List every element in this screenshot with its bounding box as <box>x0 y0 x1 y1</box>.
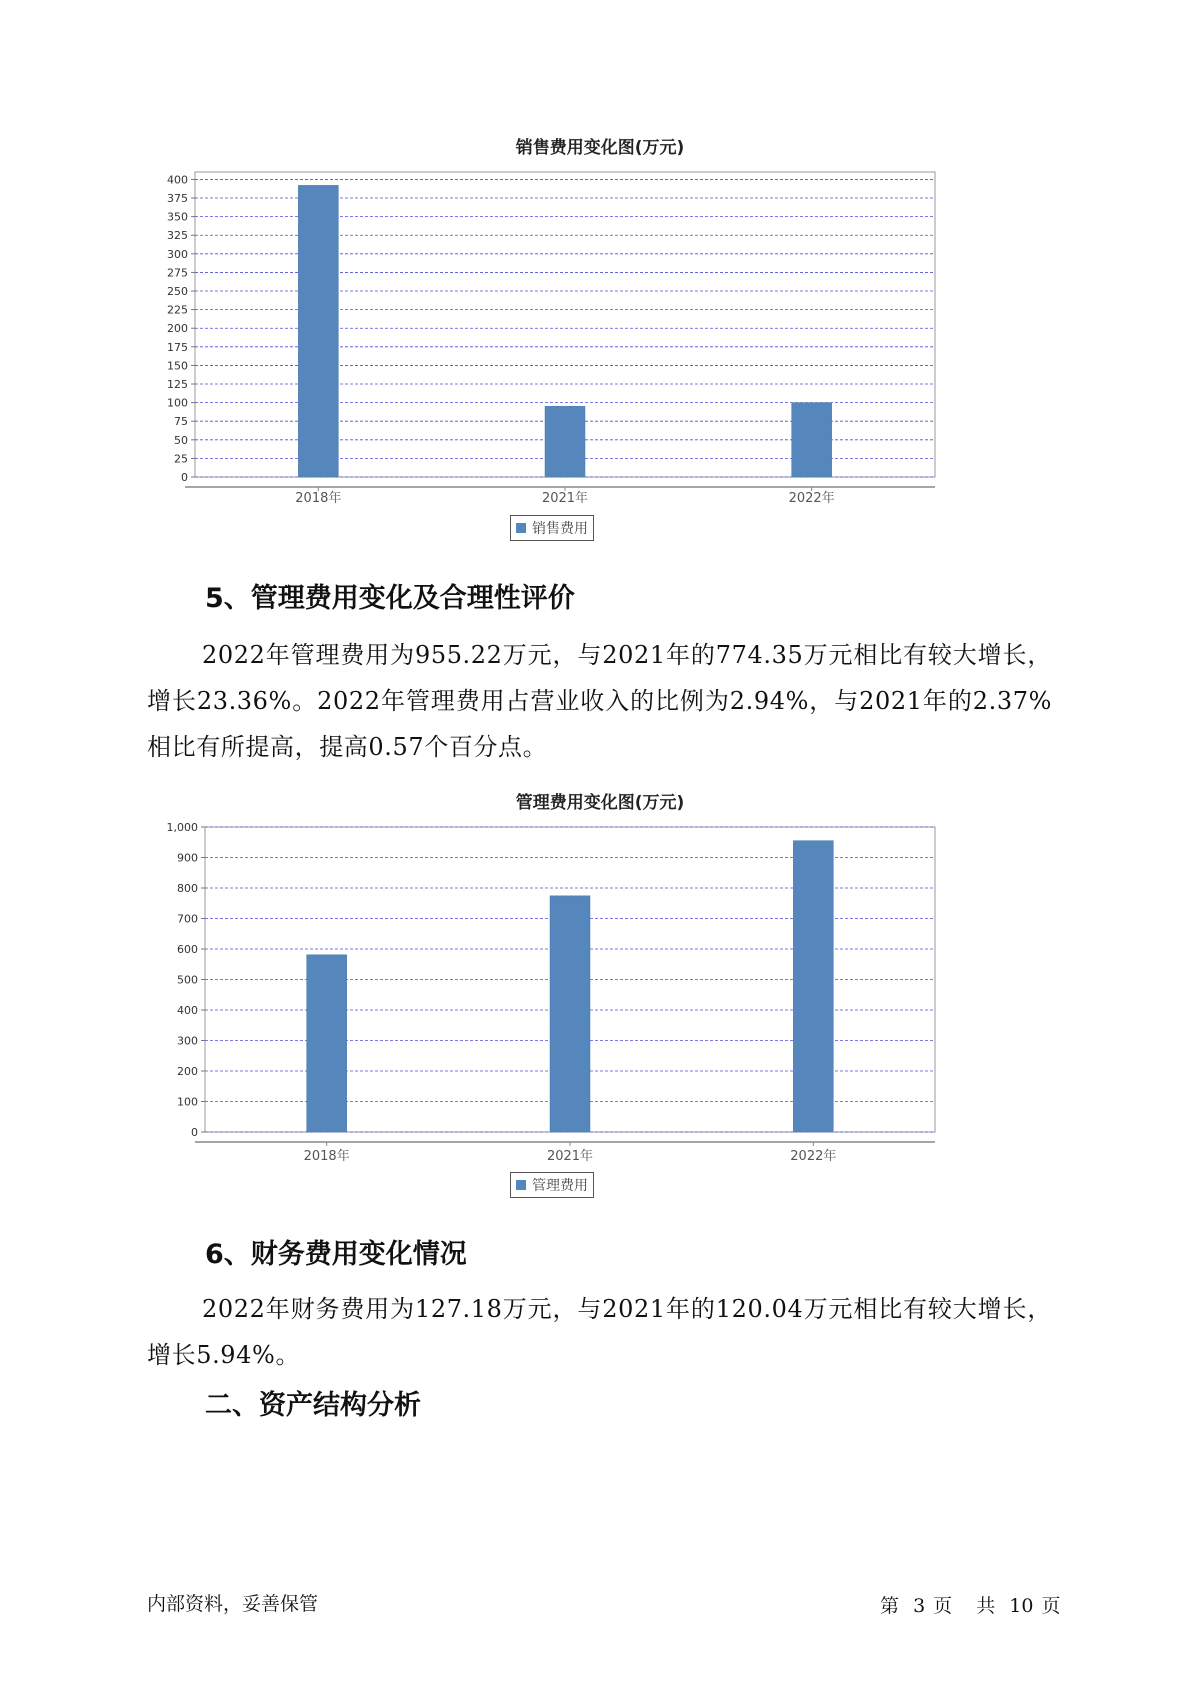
admin-expense-chart <box>150 785 1050 1205</box>
y-tick-label: 0 <box>191 1126 198 1139</box>
chart-plot <box>150 817 1050 1197</box>
total-prefix: 共 <box>976 1595 996 1617</box>
y-tick-label: 325 <box>167 229 188 243</box>
chart-plot <box>150 162 1050 542</box>
bar <box>793 841 833 1132</box>
y-tick-label: 600 <box>177 943 198 956</box>
total-unit: 页 <box>1041 1595 1061 1617</box>
y-tick-label: 500 <box>177 973 198 987</box>
x-tick-label: 2018年 <box>295 491 342 506</box>
legend-swatch <box>516 1180 526 1190</box>
bar <box>298 185 338 477</box>
y-tick-label: 0 <box>181 471 188 484</box>
bar <box>550 896 590 1132</box>
bar <box>307 955 347 1132</box>
y-tick-label: 225 <box>167 303 188 317</box>
y-tick-label: 25 <box>174 452 188 466</box>
section-heading-6: 6、财务费用变化情况 <box>205 1239 467 1270</box>
y-tick-label: 250 <box>167 285 188 299</box>
page-current: 3 <box>913 1595 926 1617</box>
y-tick-label: 275 <box>167 266 188 280</box>
page-prefix: 第 <box>880 1595 900 1617</box>
footer-confidential-note: 内部资料，妥善保管 <box>147 1593 319 1615</box>
page-unit: 页 <box>933 1595 953 1617</box>
x-tick-label: 2021年 <box>541 491 589 506</box>
y-tick-label: 125 <box>167 378 188 392</box>
x-tick-label: 2018年 <box>303 1149 350 1164</box>
y-tick-label: 800 <box>177 882 198 895</box>
sales-expense-chart <box>150 130 1050 550</box>
section-heading-5: 5、管理费用变化及合理性评价 <box>205 583 575 614</box>
legend-label: 销售费用 <box>532 521 588 537</box>
y-tick-label: 75 <box>174 415 188 429</box>
section-heading-2: 二、资产结构分析 <box>205 1390 421 1421</box>
y-tick-label: 100 <box>177 1095 198 1109</box>
chart-title: 销售费用变化图(万元) <box>515 138 685 158</box>
y-tick-label: 400 <box>167 173 188 187</box>
y-tick-label: 900 <box>177 851 198 865</box>
y-tick-label: 375 <box>167 192 188 206</box>
y-tick-label: 200 <box>167 322 188 336</box>
section-text-5: 2022年管理费用为955.22万元，与2021年的774.35万元相比有较大增长，增长23.36%。2022年管理费用占营业收入的比例为2.94%，与2021年的2.37%相比有所提高，提高0.57个百分点。 <box>147 641 1052 761</box>
x-tick-label: 2022年 <box>790 1149 837 1164</box>
y-tick-label: 200 <box>177 1065 198 1078</box>
y-tick-label: 100 <box>167 396 188 410</box>
bar <box>545 406 585 477</box>
page-total: 10 <box>1009 1595 1034 1617</box>
y-tick-label: 300 <box>167 247 188 261</box>
chart-title: 管理费用变化图(万元) <box>515 793 685 813</box>
bar <box>792 403 832 477</box>
y-tick-label: 175 <box>167 340 188 354</box>
y-tick-label: 1,000 <box>166 821 198 834</box>
x-tick-label: 2022年 <box>788 491 835 506</box>
footer-page-number <box>880 1591 1060 1618</box>
section-text-6: 2022年财务费用为127.18万元，与2021年的120.04万元相比有较大增长，增长5.94%。 <box>147 1295 1052 1369</box>
x-tick-label: 2021年 <box>546 1149 594 1164</box>
y-tick-label: 400 <box>177 1004 198 1017</box>
legend-swatch <box>516 523 526 533</box>
legend-label: 管理费用 <box>532 1178 588 1194</box>
y-tick-label: 350 <box>167 210 188 224</box>
chart-legend <box>510 1172 594 1198</box>
chart-legend <box>510 515 594 541</box>
y-tick-label: 700 <box>177 912 198 926</box>
y-tick-label: 50 <box>174 433 188 447</box>
y-tick-label: 150 <box>167 359 188 373</box>
y-tick-label: 300 <box>177 1034 198 1048</box>
